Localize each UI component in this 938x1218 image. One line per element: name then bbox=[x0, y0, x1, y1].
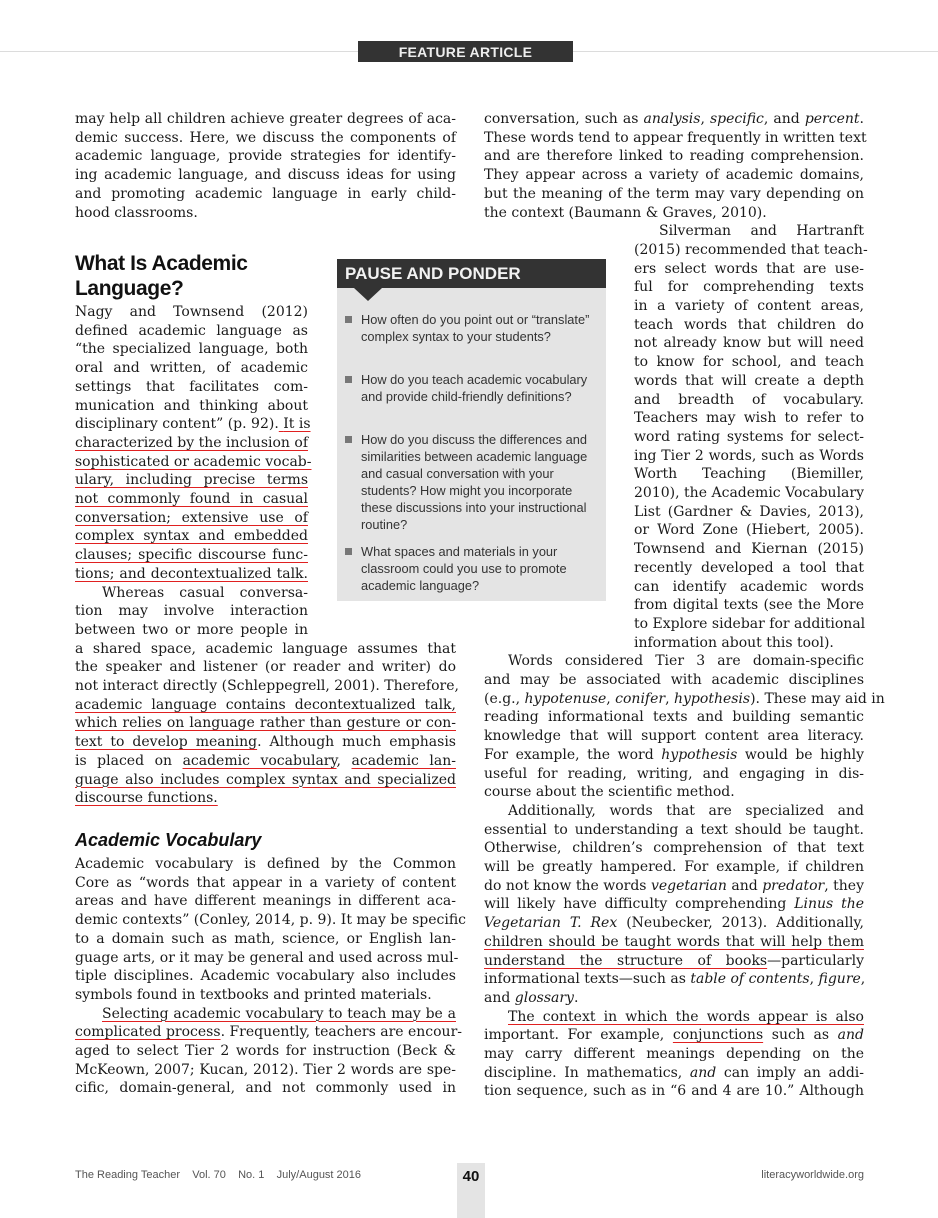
sidebar-item-text: What spaces and materials in your classroom could you use to promote academic language? bbox=[361, 544, 567, 593]
text-span: would be highly bbox=[737, 746, 864, 763]
text-line: ing Tier 2 words, such as Words bbox=[634, 447, 864, 464]
example-word: table of contents bbox=[690, 971, 810, 988]
highlighted-line: Selecting academic vocabulary to teach may be a bbox=[102, 1005, 456, 1022]
highlighted-line: children should be taught words that will help them bbox=[484, 933, 864, 950]
text-line: Additionally, words that are specialized and bbox=[508, 802, 864, 819]
text-line bbox=[484, 952, 864, 971]
text-line: conversation, such as analysis, specific, and percent. bbox=[484, 111, 864, 127]
highlight-underline: academic lan- bbox=[351, 752, 456, 769]
text-span: discipline. In mathematics, bbox=[484, 1064, 690, 1081]
text-line bbox=[484, 746, 864, 765]
text-line: tiple disciplines. Academic vocabulary also includes bbox=[75, 968, 456, 985]
text-line: may help all children achieve greater degrees of aca- bbox=[75, 111, 456, 127]
text-span: —particularly bbox=[767, 952, 864, 969]
text-line: Words considered Tier 3 are domain-specific bbox=[508, 653, 864, 670]
highlight-underline: understand the structure of books bbox=[484, 952, 768, 969]
text-line: course about the scientific method. bbox=[484, 784, 735, 801]
text-line bbox=[484, 877, 864, 896]
text-line: 2010), the Academic Vocabulary bbox=[634, 485, 864, 501]
square-bullet-icon bbox=[345, 436, 352, 443]
highlighted-line: tions; and decontextualized talk. bbox=[75, 565, 308, 582]
highlighted-line: not commonly found in casual bbox=[75, 491, 308, 507]
text-line: munication and thinking about bbox=[75, 397, 308, 414]
example-word: vegetarian bbox=[650, 877, 727, 894]
volume: Vol. 70 bbox=[192, 1169, 226, 1181]
text-line: the context (Baumann & Graves, 2010). bbox=[484, 204, 767, 221]
text-span: It is bbox=[283, 416, 311, 433]
sidebar-item-text: How often do you point out or “translate” complex syntax to your students? bbox=[361, 312, 590, 344]
highlighted-line: clauses; specific discourse func- bbox=[75, 547, 308, 564]
text-span: . Frequently, teachers are encour- bbox=[220, 1024, 463, 1041]
text-span: disciplinary content” (p. 92). bbox=[75, 416, 279, 433]
highlighted-line: The context in which the words appear is also bbox=[508, 1008, 864, 1025]
text-span: , bbox=[336, 752, 341, 769]
text-line: (2015) recommended that teach- bbox=[634, 241, 868, 258]
text-line: to a domain such as math, science, or English lan- bbox=[75, 930, 456, 947]
example-word: predator bbox=[762, 877, 825, 894]
square-bullet-icon bbox=[345, 316, 352, 323]
highlight-underline bbox=[279, 416, 311, 432]
text-line: Academic vocabulary is defined by the Common bbox=[75, 856, 456, 872]
text-line: demic contexts” (Conley, 2014, p. 9). It may be specific bbox=[75, 912, 467, 929]
example-word: conifer bbox=[615, 690, 666, 707]
text-line: and glossary. bbox=[484, 989, 579, 1006]
text-line: guage arts, or it may be general and used across mul- bbox=[75, 949, 459, 966]
text-line: settings that facilitates com- bbox=[75, 378, 308, 395]
sidebar-item-text: How do you discuss the differences and similarities between academic language and casual conversation with your students? How might you incorporate these discussions into your instructional routine? bbox=[361, 432, 588, 532]
text-line: to Explore sidebar for additional bbox=[634, 615, 866, 632]
example-word: figure bbox=[818, 971, 861, 988]
sidebar-item-text: How do you teach academic vocabulary and provide child-friendly definitions? bbox=[361, 372, 588, 404]
text-line: in a variety of content areas, bbox=[634, 298, 864, 314]
text-line: Teachers may wish to refer to bbox=[634, 410, 864, 427]
highlighted-line: academic language contains decontextualized talk, bbox=[75, 696, 456, 713]
example-word: specific bbox=[709, 111, 764, 127]
text-line: (e.g., hypotenuse, conifer, hypothesis). These may aid in bbox=[484, 690, 885, 707]
text-span: will likely have difficulty comprehending bbox=[484, 896, 795, 913]
text-line: between two or more people in bbox=[75, 621, 308, 638]
text-line: useful for reading, writing, and engaging in dis- bbox=[484, 765, 864, 782]
text-line: hood classrooms. bbox=[75, 204, 198, 221]
example-word: hypotenuse bbox=[524, 690, 607, 707]
text-span: such as bbox=[763, 1027, 838, 1044]
text-line: tion sequence, such as in “6 and 4 are 10.” Although bbox=[484, 1083, 864, 1100]
sidebar-pointer bbox=[354, 288, 382, 301]
text-line: informational texts—such as table of contents, figure, bbox=[484, 971, 866, 988]
example-word: hypothesis bbox=[674, 690, 751, 707]
text-line: not interact directly (Schleppegrell, 2001). Therefore, bbox=[75, 678, 459, 694]
text-span: , they bbox=[824, 877, 864, 894]
subsection-heading: Academic Vocabulary bbox=[75, 830, 262, 850]
text-line: the speaker and listener (or reader and writer) do bbox=[75, 659, 456, 676]
text-line: List (Gardner & Davies, 2013), bbox=[634, 503, 864, 520]
text-line: oral and written, of academic bbox=[75, 360, 308, 377]
text-line: not already know but will need bbox=[634, 335, 864, 352]
example-word: hypothesis bbox=[661, 746, 738, 763]
section-heading-line2: Language? bbox=[75, 277, 184, 300]
text-line: will be greatly hampered. For example, if children bbox=[484, 859, 864, 875]
square-bullet-icon bbox=[345, 548, 352, 555]
text-span: informational texts—such as bbox=[484, 971, 691, 988]
text-line: word rating systems for select- bbox=[634, 428, 864, 445]
text-line: symbols found in textbooks and printed materials. bbox=[75, 986, 432, 1003]
text-line: aged to select Tier 2 words for instruction (Beck & bbox=[75, 1043, 456, 1059]
text-line: words that will create a depth bbox=[634, 372, 864, 389]
highlighted-line: ulary, including precise terms bbox=[75, 472, 308, 489]
square-bullet-icon bbox=[345, 376, 352, 383]
text-span: and bbox=[726, 877, 763, 894]
pause-and-ponder-sidebar bbox=[337, 259, 606, 601]
text-line: or Word Zone (Hiebert, 2005). bbox=[634, 522, 864, 539]
sidebar-item bbox=[345, 431, 600, 533]
text-line bbox=[75, 752, 456, 771]
example-word: analysis bbox=[643, 111, 701, 127]
text-line bbox=[484, 895, 864, 914]
text-line: demic success. Here, we discuss the components of bbox=[75, 129, 456, 146]
text-line: These words tend to appear frequently in written text bbox=[484, 129, 867, 146]
text-line: “the specialized language, both bbox=[75, 341, 308, 358]
text-line bbox=[75, 415, 311, 434]
text-line bbox=[484, 1026, 864, 1045]
text-line: knowledge that will support content area literacy. bbox=[484, 728, 864, 745]
text-line bbox=[484, 1064, 864, 1083]
text-line: Nagy and Townsend (2012) bbox=[75, 304, 308, 320]
text-line: a shared space, academic language assumes that bbox=[75, 640, 456, 657]
text-span: can imply an addi- bbox=[716, 1064, 864, 1081]
text-line: teach words that children do bbox=[634, 316, 864, 333]
highlight-underline: academic vocabulary bbox=[182, 752, 337, 769]
text-line: Core as “words that appear in a variety of content bbox=[75, 874, 456, 891]
text-span: For example, the word bbox=[484, 746, 662, 763]
text-line: information about this tool). bbox=[634, 634, 834, 651]
text-line: They appear across a variety of academic domains, bbox=[484, 167, 864, 184]
text-line bbox=[75, 733, 456, 752]
footer-journal-info bbox=[75, 1169, 361, 1181]
example-word: and bbox=[837, 1027, 864, 1044]
text-span: and bbox=[484, 989, 515, 1006]
highlighted-line: guage also includes complex syntax and specialized bbox=[75, 771, 456, 788]
text-span: important. For example, bbox=[484, 1027, 673, 1044]
highlighted-line: discourse functions. bbox=[75, 790, 218, 807]
text-line: tion may involve interaction bbox=[75, 603, 308, 620]
text-line: ful for comprehending texts bbox=[634, 279, 864, 296]
journal-name: The Reading Teacher bbox=[75, 1169, 180, 1181]
highlight-underline: complicated process bbox=[75, 1024, 221, 1041]
text-line: cific, domain-general, and not commonly used in bbox=[75, 1080, 456, 1097]
highlighted-line: which relies on language rather than gesture or con- bbox=[75, 715, 456, 732]
sidebar-title: PAUSE AND PONDER bbox=[337, 259, 606, 288]
highlighted-line: complex syntax and embedded bbox=[75, 528, 308, 545]
feature-article-banner: FEATURE ARTICLE bbox=[358, 41, 573, 62]
text-span: ). These may aid in bbox=[750, 690, 885, 707]
text-line: may carry different meanings depending on the bbox=[484, 1046, 864, 1062]
text-line: recently developed a tool that bbox=[634, 559, 864, 576]
text-line: and promoting academic language in early child- bbox=[75, 185, 456, 202]
text-line: from digital texts (see the More bbox=[634, 597, 864, 614]
highlighted-line: sophisticated or academic vocab- bbox=[75, 453, 312, 470]
text-line: Whereas casual conversa- bbox=[102, 584, 308, 601]
text-line: essential to understanding a text should be taught. bbox=[484, 821, 864, 838]
book-title: Linus the bbox=[794, 896, 864, 913]
example-word: and bbox=[689, 1064, 717, 1081]
sidebar-item bbox=[345, 371, 600, 405]
highlighted-line: characterized by the inclusion of bbox=[75, 434, 308, 451]
sidebar-item bbox=[345, 543, 600, 594]
issue-date: July/August 2016 bbox=[276, 1169, 362, 1181]
issue-number: No. 1 bbox=[238, 1169, 265, 1181]
text-line: ers select words that are use- bbox=[634, 260, 864, 277]
text-line: areas and have different meanings in different aca- bbox=[75, 893, 456, 910]
page-number: 40 bbox=[457, 1163, 485, 1218]
text-line: ing academic language, and discuss ideas for using bbox=[75, 167, 456, 184]
highlighted-line: conversation; extensive use of bbox=[75, 509, 308, 526]
text-line: Silverman and Hartranft bbox=[659, 223, 864, 240]
text-line bbox=[75, 1023, 463, 1042]
text-line: but the meaning of the term may vary depending on bbox=[484, 185, 864, 202]
text-line: academic language, provide strategies for identify- bbox=[75, 148, 456, 165]
text-span: (Neubecker, 2013). Additionally, bbox=[617, 915, 865, 932]
example-word: percent bbox=[804, 111, 860, 127]
text-line: and breadth of vocabulary. bbox=[634, 391, 864, 408]
text-line: Worth Teaching (Biemiller, bbox=[634, 466, 864, 483]
text-line: reading informational texts and building semantic bbox=[484, 709, 864, 726]
text-line: and may be associated with academic disciplines bbox=[484, 672, 864, 688]
text-line: defined academic language as bbox=[75, 322, 308, 339]
text-line: Townsend and Kiernan (2015) bbox=[634, 541, 864, 558]
text-span: . Although much emphasis bbox=[257, 734, 456, 751]
text-line: can identify academic words bbox=[634, 578, 864, 595]
text-line: Otherwise, children’s comprehension of that text bbox=[484, 840, 864, 857]
text-line: and are therefore linked to reading comprehension. bbox=[484, 148, 864, 165]
highlight-underline: conjunctions bbox=[672, 1027, 764, 1044]
text-span: (e.g., bbox=[484, 690, 525, 707]
footer-website: literacyworldwide.org bbox=[761, 1169, 864, 1181]
example-word: glossary bbox=[514, 989, 574, 1006]
text-span: is placed on bbox=[75, 752, 173, 769]
text-line: McKeown, 2007; Kucan, 2012). Tier 2 words are spe- bbox=[75, 1061, 456, 1078]
section-heading-line1: What Is Academic bbox=[75, 252, 248, 275]
text-span: do not know the words bbox=[484, 877, 651, 894]
text-span: conversation, such as bbox=[484, 111, 644, 127]
text-line: to know for school, and teach bbox=[634, 354, 864, 371]
highlight-underline: text to develop meaning bbox=[75, 734, 258, 751]
text-line bbox=[484, 914, 864, 933]
book-title: Vegetarian T. Rex bbox=[484, 915, 618, 932]
sidebar-item bbox=[345, 311, 600, 345]
